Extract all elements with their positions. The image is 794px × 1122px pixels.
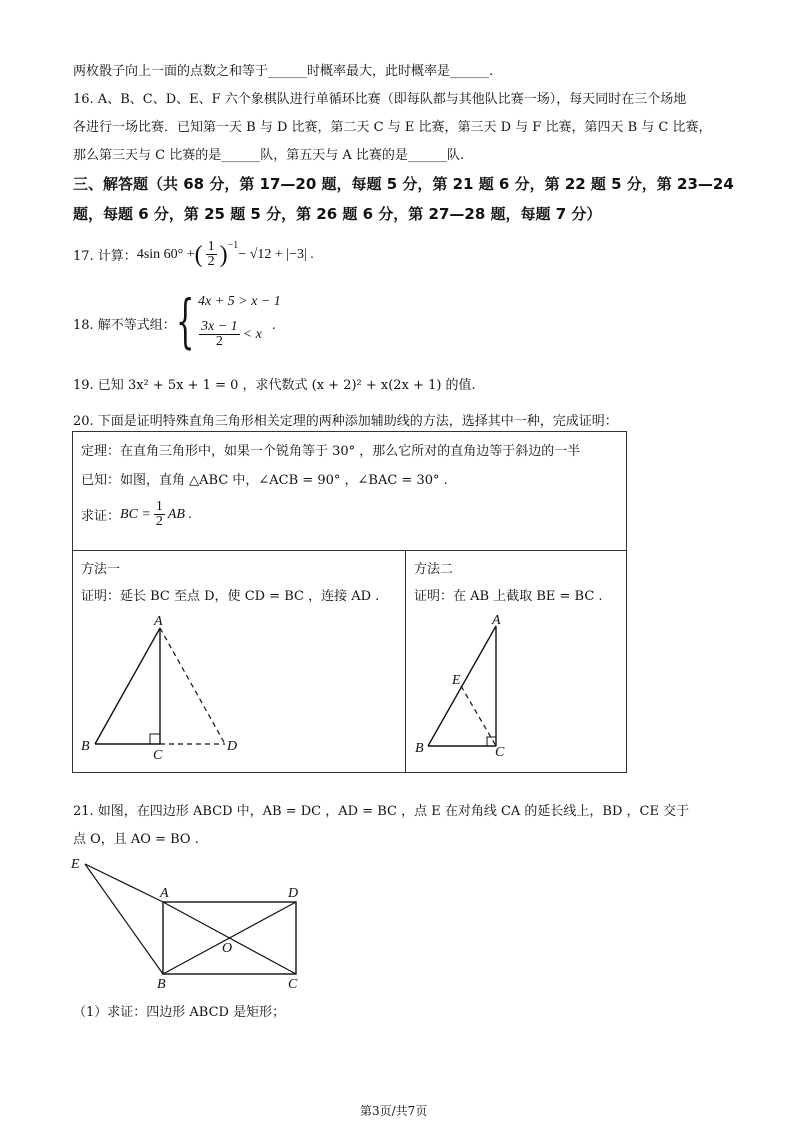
q20-figure-method2 [410, 612, 520, 764]
fig1-side-ab [95, 628, 160, 744]
fig2-label-e: E [452, 673, 461, 688]
q18-inequality-2 [196, 320, 262, 349]
q16-line2: 各进行一场比赛．已知第一天 B 与 D 比赛，第二天 C 与 E 比赛，第三天 D 与 F 比赛，第四天 B 与 C 比赛， [73, 120, 712, 135]
q20-method2-title: 方法二 [414, 562, 454, 577]
q20-prove-den: 2 [155, 514, 163, 529]
q21-label-d: D [288, 886, 299, 901]
q20-prove-rhs: AB . [167, 506, 192, 522]
q21-extension-ea [85, 864, 163, 902]
q21-segment-eb [85, 864, 163, 974]
q17-fraction [206, 240, 217, 269]
q21-figure [68, 850, 318, 992]
q17-expr-a: 4sin 60° + [136, 246, 195, 262]
q18-end: . [272, 318, 276, 333]
q20-given: 已知：如图，直角 △ABC 中，∠ACB = 90° ，∠BAC = 30° . [81, 473, 448, 488]
q19: 19. 已知 3x² + 5x + 1 = 0 ，求代数式 (x + 2)² + x(2x + 1) 的值. [73, 378, 476, 393]
q21-label-o: O [222, 941, 233, 956]
q21-label-b: B [157, 977, 166, 992]
q18-brace: { [176, 287, 195, 355]
fig1-right-angle-mark [150, 734, 160, 744]
fig1-label-b: B [81, 739, 90, 754]
q15-tail: 两枚骰子向上一面的点数之和等于______时概率最大，此时概率是______. [73, 64, 494, 79]
q21-label-a: A [160, 886, 169, 901]
q20-prove-num: 1 [155, 499, 163, 514]
q21-label-c: C [288, 977, 298, 992]
q17-frac-den: 2 [207, 254, 215, 269]
fig1-label-c: C [153, 748, 163, 763]
q20-method1-title: 方法一 [81, 562, 121, 577]
q18-label: 18. 解不等式组： [73, 318, 176, 333]
q21-label-e: E [71, 857, 80, 872]
q20-method2-text: 证明：在 AB 上截取 BE = BC . [414, 589, 603, 604]
section3-heading-line2: 题，每题 6 分，第 25 题 5 分，第 26 题 6 分，第 27—28 题，每题 7 分） [73, 205, 602, 223]
q21-line1: 21. 如图，在四边形 ABCD 中，AB = DC ，AD = BC ，点 E 在对角线 CA 的延长线上，BD ，CE 交于 [73, 804, 690, 819]
q20-prove-fraction [154, 500, 165, 529]
fig2-label-a: A [492, 613, 501, 628]
section3-heading-line1: 三、解答题（共 68 分，第 17—20 题，每题 5 分，第 21 题 6 分，第 22 题 5 分，第 23—24 [73, 175, 734, 193]
fig1-dashed-ad [160, 628, 225, 744]
q21-line2: 点 O，且 AO = BO . [73, 832, 199, 847]
q17-exponent: −1 [227, 240, 239, 251]
q21-part1: （1）求证：四边形 ABCD 是矩形； [73, 1005, 286, 1020]
fig1-label-a: A [154, 614, 163, 629]
q17-expr-b: − √12 + |−3| . [238, 246, 314, 262]
q16-line3: 那么第三天与 C 比赛的是______队，第五天与 A 比赛的是______队. [73, 148, 464, 163]
q18-frac-num: 3x − 1 [201, 319, 238, 334]
q17 [73, 240, 314, 269]
q20-intro: 20. 下面是证明特殊直角三角形相关定理的两种添加辅助线的方法，选择其中一种，完成证明： [73, 414, 618, 429]
q20-method1-text: 证明：延长 BC 至点 D，使 CD = BC ，连接 AD . [81, 589, 380, 604]
q18-frac-den: 2 [215, 334, 223, 349]
q17-frac-num: 1 [207, 239, 215, 254]
q20-figure-method1 [78, 612, 248, 764]
q18-ineq2-tail: < x [242, 326, 262, 342]
q18-fraction [199, 320, 240, 349]
q20-theorem: 定理：在直角三角形中，如果一个锐角等于 30° ，那么它所对的直角边等于斜边的一半 [81, 444, 581, 459]
q20-prove-lhs: BC = [120, 506, 151, 522]
fig2-label-b: B [415, 741, 424, 756]
q16-line1: 16. A、B、C、D、E、F 六个象棋队进行单循环比赛（即每队都与其他队比赛一场），每天同时在三个场地 [73, 92, 687, 107]
page-footer: 第3页/共7页 [360, 1104, 428, 1118]
fig2-label-c: C [495, 745, 505, 760]
q18-inequality-1: 4x + 5 > x − 1 [198, 294, 281, 309]
q17-paren-close: ) [219, 241, 228, 268]
q20-prove [81, 500, 192, 529]
q17-paren-open: ( [194, 241, 203, 268]
fig1-label-d: D [227, 739, 238, 754]
q20-prove-label: 求证： [81, 509, 121, 524]
q17-label: 17. 计算： [73, 249, 137, 264]
